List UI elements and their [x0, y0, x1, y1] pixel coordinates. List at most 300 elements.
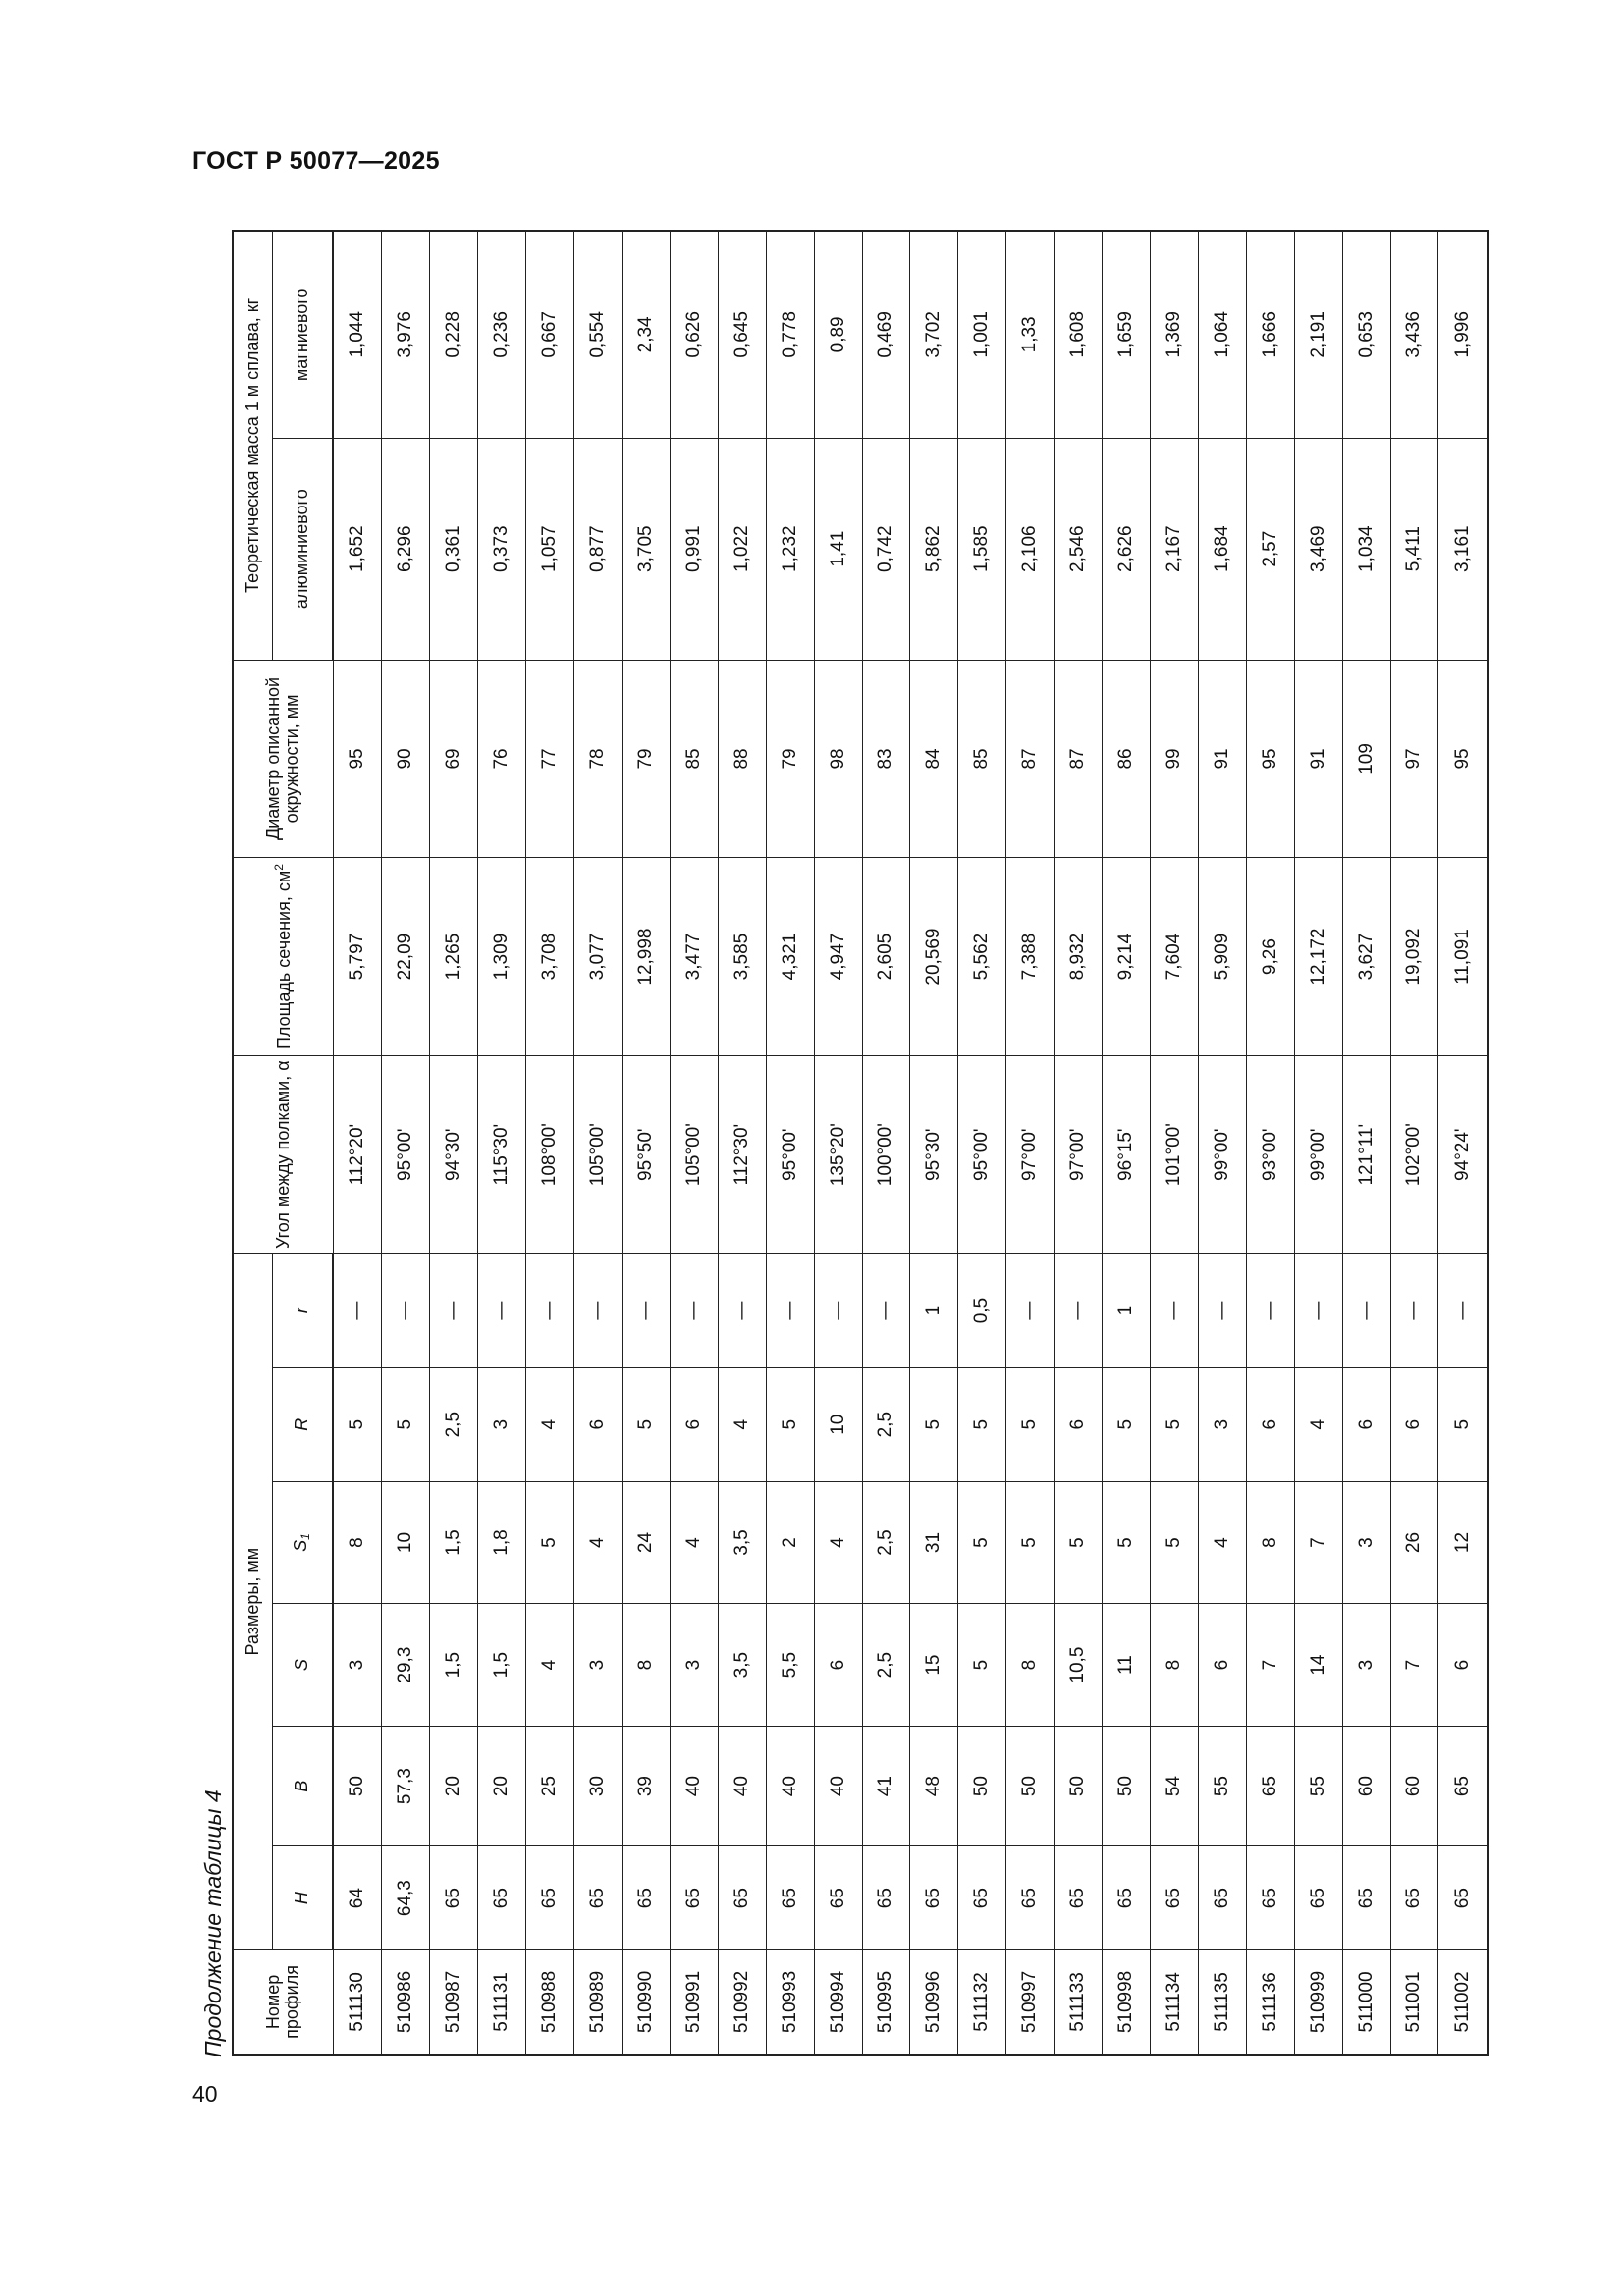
- cell-mg: 2,191: [1294, 231, 1342, 438]
- cell-al: 1,652: [333, 438, 382, 660]
- cell-profile: 510994: [814, 1949, 862, 2055]
- cell-r: —: [766, 1254, 814, 1367]
- cell-area: 12,998: [623, 858, 671, 1056]
- cell-area: 12,172: [1294, 858, 1342, 1056]
- cell-S1: 4: [814, 1481, 862, 1604]
- cell-S1: 5: [1103, 1481, 1151, 1604]
- cell-R: 10: [814, 1367, 862, 1481]
- cell-mg: 0,236: [478, 231, 526, 438]
- cell-H: 65: [526, 1846, 574, 1950]
- table-row: [1103, 231, 1151, 2055]
- cell-profile: 511135: [1198, 1949, 1246, 2055]
- cell-R: 3: [1198, 1367, 1246, 1481]
- cell-al: 1,022: [718, 438, 766, 660]
- cell-r: —: [526, 1254, 574, 1367]
- cell-diameter: 79: [623, 660, 671, 858]
- cell-angle: 100°00': [862, 1055, 910, 1254]
- cell-angle: 102°00': [1390, 1055, 1438, 1254]
- cell-r: 0,5: [958, 1254, 1006, 1367]
- cell-r: —: [623, 1254, 671, 1367]
- cell-S: 29,3: [382, 1604, 430, 1727]
- cell-r: 1: [910, 1254, 958, 1367]
- cell-area: 22,09: [382, 858, 430, 1056]
- cell-al: 1,684: [1198, 438, 1246, 660]
- cell-S1: 3: [1342, 1481, 1390, 1604]
- cell-B: 57,3: [382, 1726, 430, 1845]
- cell-profile: 511134: [1150, 1949, 1198, 2055]
- cell-profile: 511002: [1438, 1949, 1488, 2055]
- cell-R: 6: [670, 1367, 718, 1481]
- cell-S: 3: [333, 1604, 382, 1727]
- cell-R: 6: [574, 1367, 623, 1481]
- cell-S: 2,5: [862, 1604, 910, 1727]
- cell-angle: 121°11': [1342, 1055, 1390, 1254]
- cell-al: 0,373: [478, 438, 526, 660]
- cell-R: 5: [382, 1367, 430, 1481]
- cell-S1: 7: [1294, 1481, 1342, 1604]
- cell-angle: 95°50': [623, 1055, 671, 1254]
- cell-area: 1,309: [478, 858, 526, 1056]
- cell-diameter: 76: [478, 660, 526, 858]
- cell-angle: 101°00': [1150, 1055, 1198, 1254]
- cell-R: 5: [1006, 1367, 1055, 1481]
- cell-S1: 5: [1055, 1481, 1103, 1604]
- cell-profile: 510989: [574, 1949, 623, 2055]
- cell-B: 30: [574, 1726, 623, 1845]
- cell-B: 20: [430, 1726, 478, 1845]
- cell-S: 8: [1150, 1604, 1198, 1727]
- table-row: [814, 231, 862, 2055]
- header-diameter: Диаметр описанной окружности, мм: [233, 660, 333, 858]
- cell-angle: 97°00': [1006, 1055, 1055, 1254]
- cell-diameter: 87: [1055, 660, 1103, 858]
- cell-H: 65: [910, 1846, 958, 1950]
- cell-angle: 94°24': [1438, 1055, 1488, 1254]
- cell-angle: 135°20': [814, 1055, 862, 1254]
- cell-mg: 1,044: [333, 231, 382, 438]
- cell-S: 1,5: [430, 1604, 478, 1727]
- cell-S: 3,5: [718, 1604, 766, 1727]
- cell-R: 4: [718, 1367, 766, 1481]
- cell-profile: 511132: [958, 1949, 1006, 2055]
- cell-S: 15: [910, 1604, 958, 1727]
- cell-S1: 1,5: [430, 1481, 478, 1604]
- cell-profile: 510999: [1294, 1949, 1342, 2055]
- cell-B: 50: [1055, 1726, 1103, 1845]
- cell-al: 0,361: [430, 438, 478, 660]
- table-row: [766, 231, 814, 2055]
- cell-S1: 2,5: [862, 1481, 910, 1604]
- cell-mg: 3,976: [382, 231, 430, 438]
- header-S1-subscript: 1: [298, 1533, 313, 1540]
- cell-diameter: 69: [430, 660, 478, 858]
- cell-R: 2,5: [862, 1367, 910, 1481]
- cell-B: 40: [814, 1726, 862, 1845]
- cell-al: 0,877: [574, 438, 623, 660]
- header-profile-number: Номер профиля: [233, 1949, 333, 2055]
- cell-R: 5: [333, 1367, 382, 1481]
- table-row: [1390, 231, 1438, 2055]
- cell-angle: 99°00': [1198, 1055, 1246, 1254]
- cell-diameter: 90: [382, 660, 430, 858]
- cell-angle: 95°00': [382, 1055, 430, 1254]
- cell-al: 3,705: [623, 438, 671, 660]
- cell-profile: 511000: [1342, 1949, 1390, 2055]
- cell-angle: 112°20': [333, 1055, 382, 1254]
- cell-B: 50: [958, 1726, 1006, 1845]
- cell-mg: 0,653: [1342, 231, 1390, 438]
- cell-H: 65: [862, 1846, 910, 1950]
- cell-diameter: 86: [1103, 660, 1151, 858]
- table-row: [958, 231, 1006, 2055]
- cell-S1: 3,5: [718, 1481, 766, 1604]
- cell-mg: 2,34: [623, 231, 671, 438]
- cell-profile: 510992: [718, 1949, 766, 2055]
- cell-al: 5,862: [910, 438, 958, 660]
- table-row: [623, 231, 671, 2055]
- cell-H: 65: [1294, 1846, 1342, 1950]
- cell-B: 50: [1103, 1726, 1151, 1845]
- table-row: [670, 231, 718, 2055]
- cell-mg: 1,33: [1006, 231, 1055, 438]
- cell-al: 2,106: [1006, 438, 1055, 660]
- cell-area: 4,321: [766, 858, 814, 1056]
- cell-area: 7,604: [1150, 858, 1198, 1056]
- cell-area: 11,091: [1438, 858, 1488, 1056]
- cell-H: 64,3: [382, 1846, 430, 1950]
- cell-H: 65: [1342, 1846, 1390, 1950]
- cell-H: 65: [1055, 1846, 1103, 1950]
- cell-al: 2,626: [1103, 438, 1151, 660]
- cell-area: 7,388: [1006, 858, 1055, 1056]
- cell-r: —: [1055, 1254, 1103, 1367]
- cell-H: 65: [430, 1846, 478, 1950]
- cell-profile: 511130: [333, 1949, 382, 2055]
- table-row: [430, 231, 478, 2055]
- cell-S1: 31: [910, 1481, 958, 1604]
- cell-angle: 99°00': [1294, 1055, 1342, 1254]
- cell-R: 5: [1438, 1367, 1488, 1481]
- cell-r: —: [1438, 1254, 1488, 1367]
- cell-mg: 0,645: [718, 231, 766, 438]
- cell-R: 5: [623, 1367, 671, 1481]
- cell-r: —: [1198, 1254, 1246, 1367]
- cell-H: 65: [1438, 1846, 1488, 1950]
- cell-mg: 1,659: [1103, 231, 1151, 438]
- table-row: [1246, 231, 1294, 2055]
- cell-H: 65: [1246, 1846, 1294, 1950]
- cell-B: 50: [333, 1726, 382, 1845]
- page-number: 40: [192, 2081, 218, 2107]
- cell-S1: 2: [766, 1481, 814, 1604]
- profiles-table: [232, 230, 1489, 2056]
- table-row: [526, 231, 574, 2055]
- cell-S1: 5: [1006, 1481, 1055, 1604]
- cell-profile: 511133: [1055, 1949, 1103, 2055]
- cell-S: 5,5: [766, 1604, 814, 1727]
- table-row: [382, 231, 430, 2055]
- table-row: [1055, 231, 1103, 2055]
- cell-mg: 0,228: [430, 231, 478, 438]
- cell-H: 65: [814, 1846, 862, 1950]
- cell-angle: 95°00': [766, 1055, 814, 1254]
- cell-diameter: 79: [766, 660, 814, 858]
- cell-B: 39: [623, 1726, 671, 1845]
- header-aluminum: алюминиевого: [272, 438, 333, 660]
- cell-diameter: 109: [1342, 660, 1390, 858]
- header-S1: [272, 1481, 333, 1604]
- cell-H: 64: [333, 1846, 382, 1950]
- cell-S: 7: [1246, 1604, 1294, 1727]
- cell-S: 11: [1103, 1604, 1151, 1727]
- cell-al: 2,57: [1246, 438, 1294, 660]
- cell-profile: 510998: [1103, 1949, 1151, 2055]
- cell-profile: 510990: [623, 1949, 671, 2055]
- cell-al: 2,546: [1055, 438, 1103, 660]
- cell-R: 5: [1150, 1367, 1198, 1481]
- cell-angle: 97°00': [1055, 1055, 1103, 1254]
- cell-mg: 0,778: [766, 231, 814, 438]
- cell-profile: 511131: [478, 1949, 526, 2055]
- cell-diameter: 85: [670, 660, 718, 858]
- cell-angle: 94°30': [430, 1055, 478, 1254]
- cell-H: 65: [670, 1846, 718, 1950]
- cell-mg: 0,469: [862, 231, 910, 438]
- cell-B: 60: [1390, 1726, 1438, 1845]
- header-area: [233, 858, 333, 1056]
- cell-angle: 115°30': [478, 1055, 526, 1254]
- cell-S1: 5: [958, 1481, 1006, 1604]
- cell-al: 1,232: [766, 438, 814, 660]
- header-mass: Теоретическая масса 1 м сплава, кг: [233, 231, 272, 660]
- cell-profile: 511136: [1246, 1949, 1294, 2055]
- table-row: [1150, 231, 1198, 2055]
- cell-mg: 1,608: [1055, 231, 1103, 438]
- cell-area: 3,585: [718, 858, 766, 1056]
- cell-B: 20: [478, 1726, 526, 1845]
- header-area-superscript: 2: [271, 864, 286, 871]
- cell-S1: 12: [1438, 1481, 1488, 1604]
- cell-mg: 1,996: [1438, 231, 1488, 438]
- cell-diameter: 95: [1246, 660, 1294, 858]
- cell-B: 48: [910, 1726, 958, 1845]
- cell-H: 65: [766, 1846, 814, 1950]
- cell-al: 1,585: [958, 438, 1006, 660]
- cell-mg: 0,626: [670, 231, 718, 438]
- header-angle: Угол между полками, α: [233, 1055, 333, 1254]
- cell-r: —: [1246, 1254, 1294, 1367]
- header-S1-base: S: [291, 1539, 311, 1552]
- cell-angle: 105°00': [574, 1055, 623, 1254]
- cell-diameter: 77: [526, 660, 574, 858]
- cell-diameter: 83: [862, 660, 910, 858]
- cell-R: 6: [1246, 1367, 1294, 1481]
- cell-al: 0,991: [670, 438, 718, 660]
- cell-S: 1,5: [478, 1604, 526, 1727]
- document-header: ГОСТ Р 50077—2025: [192, 147, 440, 175]
- cell-diameter: 95: [333, 660, 382, 858]
- cell-al: 6,296: [382, 438, 430, 660]
- header-sizes: Размеры, мм: [233, 1254, 272, 1949]
- cell-H: 65: [1006, 1846, 1055, 1950]
- cell-R: 2,5: [430, 1367, 478, 1481]
- cell-R: 5: [1103, 1367, 1151, 1481]
- cell-area: 19,092: [1390, 858, 1438, 1056]
- cell-R: 5: [910, 1367, 958, 1481]
- cell-r: —: [1390, 1254, 1438, 1367]
- cell-angle: 95°00': [958, 1055, 1006, 1254]
- cell-diameter: 91: [1294, 660, 1342, 858]
- cell-S: 3: [1342, 1604, 1390, 1727]
- cell-profile: 511001: [1390, 1949, 1438, 2055]
- cell-S1: 8: [333, 1481, 382, 1604]
- cell-R: 4: [1294, 1367, 1342, 1481]
- cell-R: 5: [958, 1367, 1006, 1481]
- cell-area: 3,477: [670, 858, 718, 1056]
- cell-S: 8: [1006, 1604, 1055, 1727]
- cell-angle: 95°30': [910, 1055, 958, 1254]
- cell-B: 40: [766, 1726, 814, 1845]
- cell-area: 5,797: [333, 858, 382, 1056]
- cell-S: 5: [958, 1604, 1006, 1727]
- cell-diameter: 97: [1390, 660, 1438, 858]
- cell-profile: 510987: [430, 1949, 478, 2055]
- cell-r: —: [862, 1254, 910, 1367]
- header-B: B: [272, 1726, 333, 1845]
- rotated-table-wrapper: [232, 230, 1489, 2056]
- table-row: [1438, 231, 1488, 2055]
- cell-S1: 4: [1198, 1481, 1246, 1604]
- cell-H: 65: [1198, 1846, 1246, 1950]
- cell-mg: 1,369: [1150, 231, 1198, 438]
- cell-profile: 510988: [526, 1949, 574, 2055]
- cell-angle: 108°00': [526, 1055, 574, 1254]
- cell-S: 4: [526, 1604, 574, 1727]
- cell-al: 1,034: [1342, 438, 1390, 660]
- cell-area: 8,932: [1055, 858, 1103, 1056]
- cell-angle: 112°30': [718, 1055, 766, 1254]
- cell-S1: 10: [382, 1481, 430, 1604]
- cell-mg: 3,702: [910, 231, 958, 438]
- cell-B: 54: [1150, 1726, 1198, 1845]
- cell-area: 20,569: [910, 858, 958, 1056]
- cell-r: —: [574, 1254, 623, 1367]
- cell-S1: 4: [574, 1481, 623, 1604]
- cell-al: 2,167: [1150, 438, 1198, 660]
- cell-S: 7: [1390, 1604, 1438, 1727]
- cell-area: 5,909: [1198, 858, 1246, 1056]
- header-r: r: [272, 1254, 333, 1367]
- table-row: [333, 231, 382, 2055]
- cell-S1: 5: [1150, 1481, 1198, 1604]
- cell-mg: 1,064: [1198, 231, 1246, 438]
- header-H: H: [272, 1846, 333, 1950]
- cell-S1: 24: [623, 1481, 671, 1604]
- cell-H: 65: [718, 1846, 766, 1950]
- table-body: [333, 231, 1488, 2055]
- cell-B: 41: [862, 1726, 910, 1845]
- table-row: [574, 231, 623, 2055]
- cell-S1: 1,8: [478, 1481, 526, 1604]
- cell-r: 1: [1103, 1254, 1151, 1367]
- cell-r: —: [1006, 1254, 1055, 1367]
- cell-profile: 510995: [862, 1949, 910, 2055]
- cell-mg: 0,554: [574, 231, 623, 438]
- cell-B: 65: [1246, 1726, 1294, 1845]
- cell-S: 6: [814, 1604, 862, 1727]
- cell-diameter: 99: [1150, 660, 1198, 858]
- cell-al: 1,057: [526, 438, 574, 660]
- cell-r: —: [382, 1254, 430, 1367]
- cell-diameter: 78: [574, 660, 623, 858]
- cell-r: —: [1342, 1254, 1390, 1367]
- cell-mg: 1,001: [958, 231, 1006, 438]
- cell-al: 3,469: [1294, 438, 1342, 660]
- cell-H: 65: [478, 1846, 526, 1950]
- table-row: [1294, 231, 1342, 2055]
- cell-H: 65: [574, 1846, 623, 1950]
- cell-S: 3: [670, 1604, 718, 1727]
- cell-area: 9,214: [1103, 858, 1151, 1056]
- cell-r: —: [1150, 1254, 1198, 1367]
- cell-r: —: [333, 1254, 382, 1367]
- cell-H: 65: [958, 1846, 1006, 1950]
- cell-al: 1,41: [814, 438, 862, 660]
- cell-B: 55: [1294, 1726, 1342, 1845]
- cell-B: 55: [1198, 1726, 1246, 1845]
- cell-al: 3,161: [1438, 438, 1488, 660]
- cell-profile: 510991: [670, 1949, 718, 2055]
- cell-R: 6: [1390, 1367, 1438, 1481]
- cell-diameter: 87: [1006, 660, 1055, 858]
- cell-angle: 96°15': [1103, 1055, 1151, 1254]
- cell-diameter: 84: [910, 660, 958, 858]
- cell-diameter: 85: [958, 660, 1006, 858]
- cell-area: 3,077: [574, 858, 623, 1056]
- cell-B: 40: [718, 1726, 766, 1845]
- cell-r: —: [1294, 1254, 1342, 1367]
- cell-S: 6: [1198, 1604, 1246, 1727]
- cell-B: 40: [670, 1726, 718, 1845]
- cell-profile: 510986: [382, 1949, 430, 2055]
- cell-H: 65: [1103, 1846, 1151, 1950]
- cell-mg: 3,436: [1390, 231, 1438, 438]
- cell-S1: 26: [1390, 1481, 1438, 1604]
- cell-mg: 1,666: [1246, 231, 1294, 438]
- header-area-text: Площадь сечения, см: [273, 870, 294, 1050]
- cell-S: 8: [623, 1604, 671, 1727]
- table-row: [478, 231, 526, 2055]
- cell-R: 4: [526, 1367, 574, 1481]
- cell-diameter: 95: [1438, 660, 1488, 858]
- cell-area: 9,26: [1246, 858, 1294, 1056]
- cell-R: 3: [478, 1367, 526, 1481]
- table-row: [1006, 231, 1055, 2055]
- cell-H: 65: [1150, 1846, 1198, 1950]
- cell-r: —: [430, 1254, 478, 1367]
- cell-area: 5,562: [958, 858, 1006, 1056]
- cell-diameter: 98: [814, 660, 862, 858]
- cell-r: —: [670, 1254, 718, 1367]
- cell-r: —: [478, 1254, 526, 1367]
- cell-B: 25: [526, 1726, 574, 1845]
- table-caption: Продолжение таблицы 4: [200, 1789, 226, 2057]
- cell-B: 60: [1342, 1726, 1390, 1845]
- cell-profile: 510997: [1006, 1949, 1055, 2055]
- cell-al: 0,742: [862, 438, 910, 660]
- cell-diameter: 88: [718, 660, 766, 858]
- cell-diameter: 91: [1198, 660, 1246, 858]
